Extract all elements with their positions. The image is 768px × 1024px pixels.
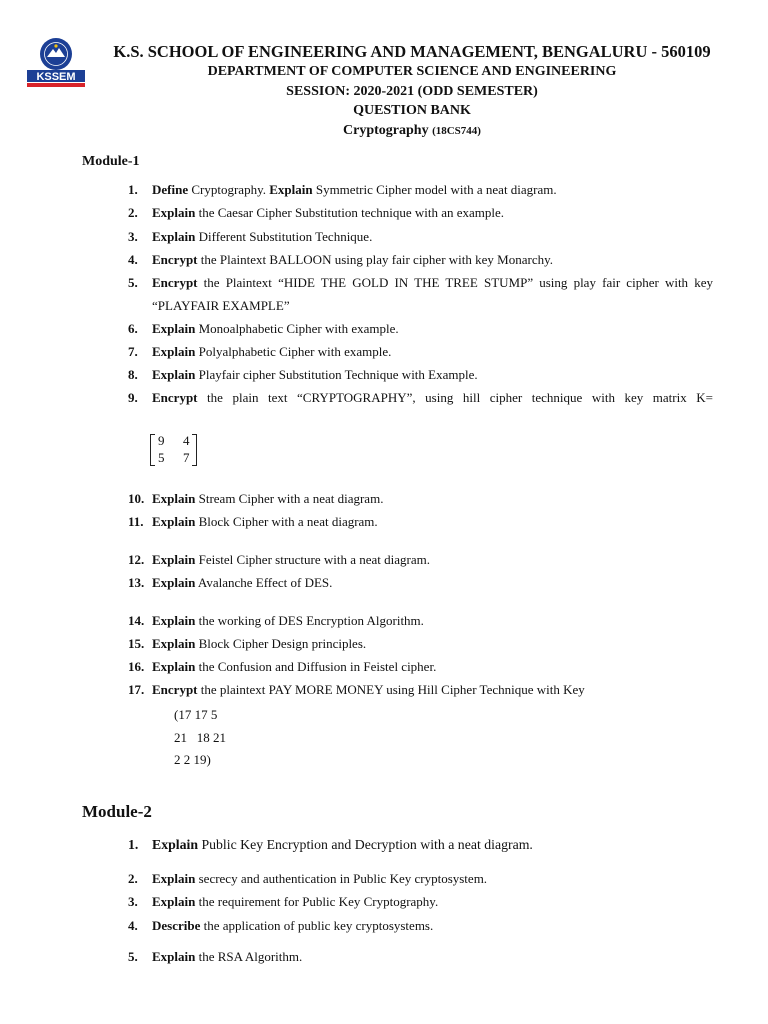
question-verb: Explain — [152, 659, 196, 674]
module-2-title: Module-2 — [82, 802, 152, 821]
key-matrix-row: 21 18 21 — [174, 730, 226, 745]
question-verb: Explain — [152, 613, 196, 628]
question-number: 11. — [128, 514, 144, 529]
question-verb: Explain — [152, 491, 196, 506]
matrix-right-bracket — [192, 434, 197, 466]
question-text: the Plaintext “HIDE THE GOLD IN THE TREE STUMP” using play fair cipher with key “PLAYFAIR EXAMPLE” — [152, 275, 713, 313]
question-number: 4. — [128, 918, 138, 933]
key-matrix — [150, 432, 200, 468]
question-verb-2: Explain — [269, 182, 313, 197]
m1-question-4 — [128, 248, 713, 271]
question-number: 1. — [128, 837, 139, 852]
question-number: 4. — [128, 252, 138, 267]
question-text: the requirement for Public Key Cryptography. — [195, 894, 439, 909]
question-number: 1. — [128, 182, 138, 197]
m2-question-3 — [128, 890, 713, 913]
question-text: the working of DES Encryption Algorithm. — [195, 613, 424, 628]
question-number: 7. — [128, 344, 138, 359]
question-text: Cryptography. — [188, 182, 270, 197]
m1-question-12 — [128, 548, 713, 571]
m1-question-5 — [128, 271, 713, 317]
question-text: Feistel Cipher structure with a neat diagram. — [195, 552, 431, 567]
m1-question-14 — [128, 609, 713, 632]
question-verb: Explain — [152, 205, 196, 220]
question-text: the plaintext PAY MORE MONEY using Hill Cipher Technique with Key — [197, 682, 585, 697]
question-number: 3. — [128, 229, 138, 244]
doc-type: QUESTION BANK — [353, 103, 471, 118]
m1-question-13 — [128, 571, 713, 594]
question-verb: Encrypt — [152, 252, 198, 267]
question-text: secrecy and authentication in Public Key cryptosystem. — [195, 871, 488, 886]
matrix-cell: 7 — [183, 450, 190, 465]
question-number: 3. — [128, 894, 138, 909]
question-number: 13. — [128, 575, 145, 590]
question-text-2: Symmetric Cipher model with a neat diagram. — [312, 182, 557, 197]
kssem-logo — [25, 37, 87, 89]
question-verb: Define — [152, 182, 189, 197]
question-text: Polyalphabetic Cipher with example. — [195, 344, 392, 359]
question-verb: Explain — [152, 514, 196, 529]
document-header — [92, 42, 732, 141]
department-name: DEPARTMENT OF COMPUTER SCIENCE AND ENGINEERING — [207, 64, 617, 79]
question-verb: Encrypt — [152, 275, 198, 290]
m1-question-6 — [128, 317, 713, 340]
question-number: 12. — [128, 552, 145, 567]
question-verb: Explain — [152, 367, 196, 382]
module-1-title: Module-1 — [82, 154, 140, 169]
course-code: (18CS744) — [432, 124, 481, 137]
key-matrix-row: 2 2 19) — [174, 752, 211, 767]
m2-question-1 — [128, 833, 713, 856]
question-verb: Explain — [152, 949, 196, 964]
question-number: 2. — [128, 871, 138, 886]
question-number: 14. — [128, 613, 145, 628]
m1-question-1 — [128, 178, 713, 201]
question-verb: Explain — [152, 321, 196, 336]
question-number: 2. — [128, 205, 138, 220]
m2-question-2 — [128, 867, 713, 890]
question-text: Playfair cipher Substitution Technique with Example. — [195, 367, 478, 382]
question-verb: Encrypt — [152, 682, 198, 697]
m2-question-5 — [128, 945, 713, 968]
question-text: the application of public key cryptosystems. — [200, 918, 434, 933]
m1-question-9 — [128, 386, 713, 409]
m1-question-15 — [128, 632, 713, 655]
matrix-cell: 4 — [183, 433, 190, 448]
matrix-cell: 5 — [158, 450, 165, 465]
question-verb: Encrypt — [152, 390, 198, 405]
m1-question-11 — [128, 510, 713, 533]
m1-question-10 — [128, 487, 713, 510]
m1-question-3 — [128, 225, 713, 248]
question-text: the RSA Algorithm. — [195, 949, 303, 964]
question-verb: Explain — [152, 894, 196, 909]
question-verb: Describe — [152, 918, 201, 933]
m1-question-7 — [128, 340, 713, 363]
question-verb: Explain — [152, 229, 196, 244]
question-number: 15. — [128, 636, 145, 651]
question-text: Stream Cipher with a neat diagram. — [195, 491, 384, 506]
question-verb: Explain — [152, 344, 196, 359]
question-number: 5. — [128, 275, 138, 290]
question-number: 6. — [128, 321, 138, 336]
question-number: 5. — [128, 949, 138, 964]
question-verb: Explain — [152, 636, 196, 651]
question-text: the Caesar Cipher Substitution technique with an example. — [195, 205, 505, 220]
question-number: 17. — [128, 682, 145, 697]
question-verb: Explain — [152, 837, 199, 852]
question-text: the plain text “CRYPTOGRAPHY”, using hill cipher technique with key matrix K= — [197, 390, 713, 405]
session: SESSION: 2020-2021 (ODD SEMESTER) — [286, 83, 538, 99]
m1-question-8 — [128, 363, 713, 386]
matrix-left-bracket — [150, 434, 155, 466]
question-verb: Explain — [152, 552, 196, 567]
question-text: Block Cipher Design principles. — [195, 636, 367, 651]
question-text: the Plaintext BALLOON using play fair cipher with key Monarchy. — [197, 252, 553, 267]
key-matrix-row: (17 17 5 — [174, 707, 218, 722]
matrix-cell: 9 — [158, 433, 165, 448]
question-number: 10. — [128, 491, 145, 506]
course-name: Cryptography — [343, 122, 429, 138]
school-name: K.S. SCHOOL OF ENGINEERING AND MANAGEMENT, BENGALURU - 560109 — [113, 42, 711, 61]
question-verb: Explain — [152, 871, 196, 886]
question-verb: Explain — [152, 575, 196, 590]
question-number: 9. — [128, 390, 138, 405]
m1-question-2 — [128, 201, 713, 224]
question-text: Public Key Encryption and Decryption with a neat diagram. — [198, 837, 533, 852]
question-text: Monoalphabetic Cipher with example. — [195, 321, 399, 336]
course-title — [92, 121, 732, 142]
question-number: 8. — [128, 367, 138, 382]
m1-question-17 — [128, 678, 713, 701]
question-text: Different Substitution Technique. — [195, 229, 373, 244]
question-number: 16. — [128, 659, 145, 674]
question-text: Avalanche Effect of DES. — [195, 575, 333, 590]
m1-question-16 — [128, 655, 713, 678]
question-text: the Confusion and Diffusion in Feistel cipher. — [195, 659, 437, 674]
question-text: Block Cipher with a neat diagram. — [195, 514, 378, 529]
logo-label: KSSEM — [36, 71, 76, 83]
m2-question-4 — [128, 914, 713, 937]
